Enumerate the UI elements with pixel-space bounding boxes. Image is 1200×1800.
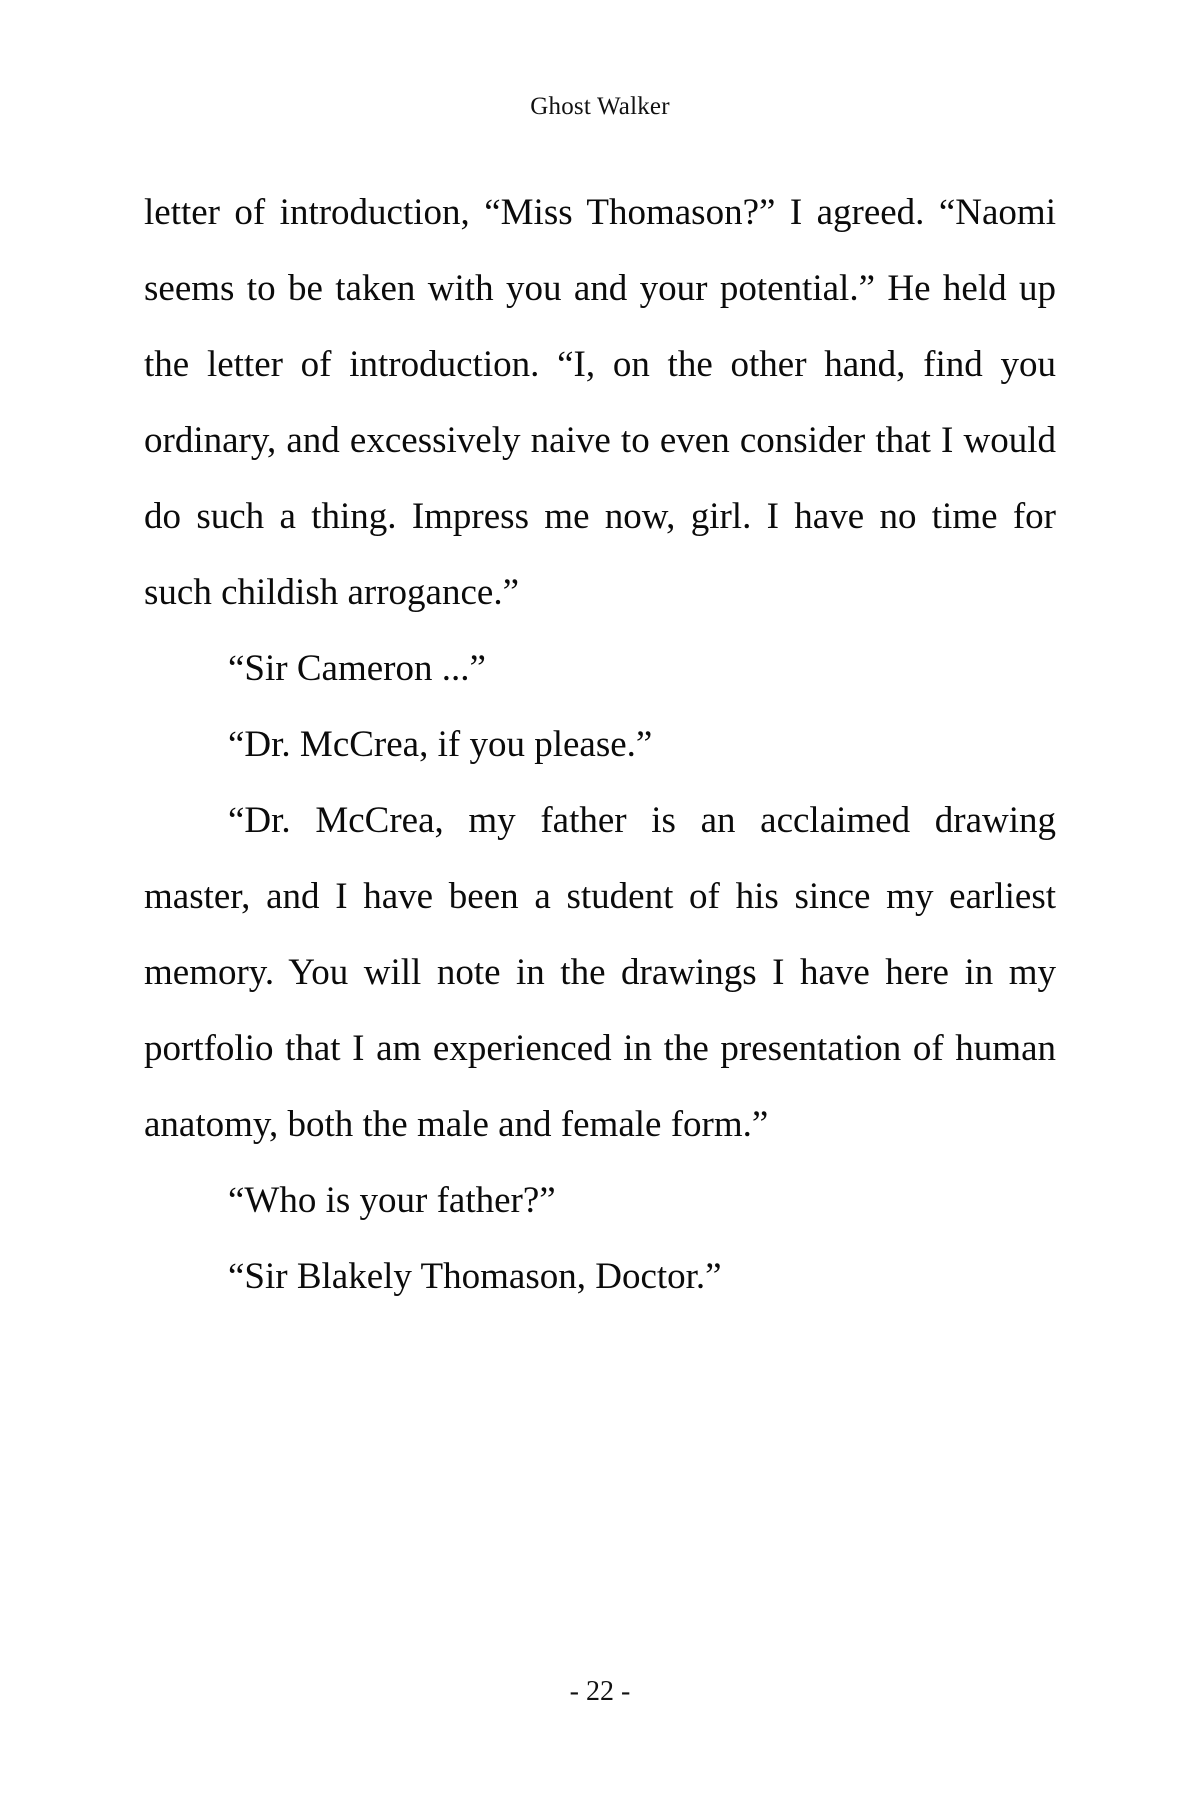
paragraph-3: “Dr. McCrea, if you please.” [228,724,653,765]
paragraph-6: “Sir Blakely Thomason, Doctor.” [228,1256,722,1297]
paragraph-4: “Dr. McCrea, my father is an acclaimed drawing master, and I have been a student of his since my earliest memory. You will note in the drawings I have here in my portfolio that I am experienced in the presentation of human anatomy, both the male and female form.” [144,800,1056,1145]
page-body-text [144,175,1056,1315]
paragraph-5: “Who is your father?” [228,1180,556,1221]
running-head-title: Ghost Walker [530,93,670,120]
paragraph-1: letter of introduction, “Miss Thomason?” I agreed. “Naomi seems to be taken with you and your potential.” He held up the letter of introduction. “I, on the other hand, find you ordinary, and excessively naive to even consider that I would do such a thing. Impress me now, girl. I have no time for such childish arrogance.” [144,192,1056,613]
page-number: - 22 - [569,1676,631,1707]
paragraph-2: “Sir Cameron ...” [228,648,486,689]
